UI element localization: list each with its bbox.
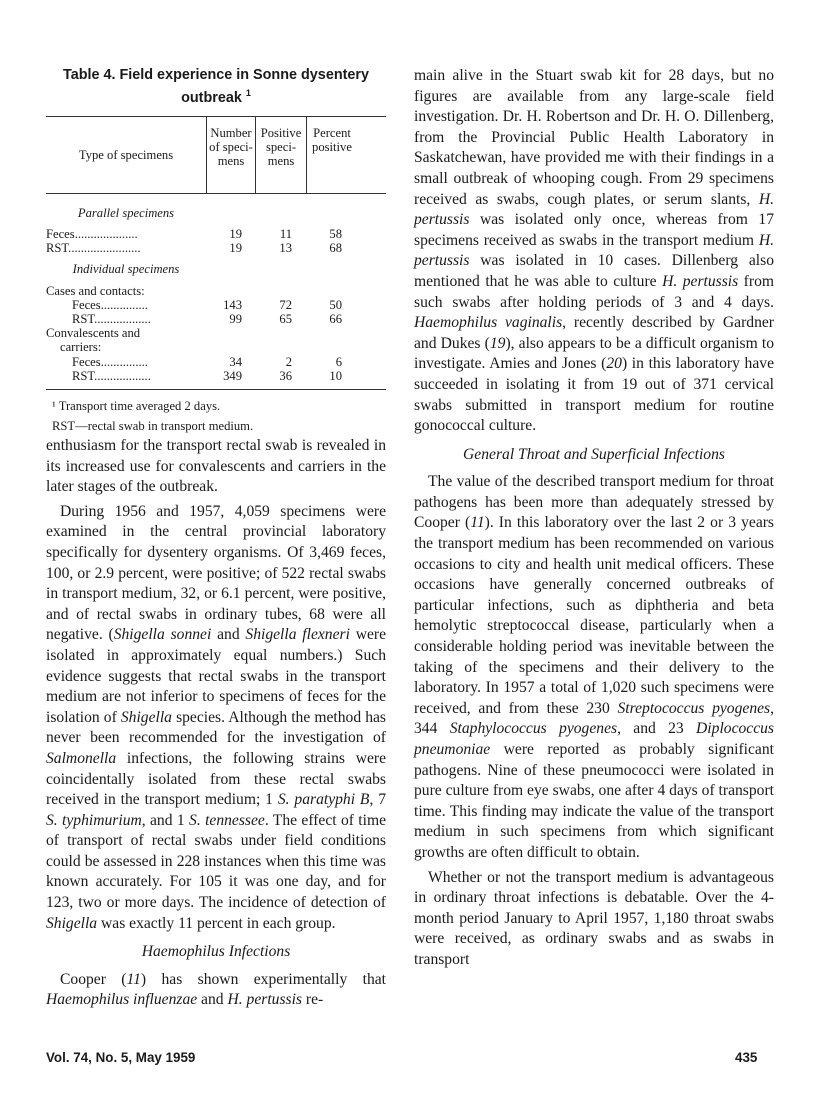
table-header-row — [46, 117, 386, 193]
paragraph: During 1956 and 1957, 4,059 specimens were examined in the central provincial laboratory specifically for dysentery organisms. Of 3,469 feces, 100, or 2.9 percent, were positive; of 522 rectal swabs in transport medium, 32, or 6.1 percent, were positive, and of rectal swabs in ordinary tubes, 68 were all negative. (Shigella sonnei and Shigella flexneri were isolated in approximately equal numbers.) Such evidence suggests that rectal swabs in the transport medium are not inferior to specimens of feces for the isolation of Shigella species. Although the method has never been recommended for the investigation of Salmonella infections, the following strains were coincidentally isolated from these rectal swabs received in the transport medium; 1 S. paratyphi B, 7 S. typhimurium, and 1 S. tennessee. The effect of time of transport of rectal swabs under field conditions could be assessed in 228 instances when this time was known accurately. For 105 it was one day, and for 123, two or more days. The incidence of detection of Shigella was exactly 11 percent in each group. — [46, 502, 387, 932]
cell-percent: 6 — [335, 354, 342, 369]
cell-percent: 10 — [329, 368, 342, 383]
table-row — [46, 312, 386, 326]
cell-positive: 72 — [279, 297, 292, 312]
paragraph: Whether or not the transport medium is advantageous in ordinary throat infections is debatable. Over the 4-month period January to April 1957, 1,180 throat swabs were received, as ordinary swabs and as swabs in transport — [414, 868, 774, 968]
cell-number: 99 — [229, 312, 242, 327]
header-percent-line1: Percent — [313, 125, 351, 140]
cell-positive: 11 — [279, 227, 292, 241]
paragraph: enthusiasm for the transport rectal swab is revealed in its increased use for convalescents and carriers in the later stages of the outbreak. — [46, 437, 386, 496]
table-bottom-rule — [46, 389, 386, 390]
cell-positive: 36 — [279, 368, 292, 383]
row-label: RST.................. — [72, 368, 151, 383]
table-title — [46, 66, 386, 107]
cell-percent: 68 — [329, 241, 342, 256]
cell-number: 143 — [223, 297, 242, 312]
row-label: RST.................. — [72, 312, 151, 327]
header-number — [206, 117, 255, 193]
journal-citation: Vol. 74, No. 5, May 1959 — [46, 1050, 196, 1065]
cell-number: 34 — [229, 354, 242, 369]
header-number-line2: of speci- — [209, 139, 253, 154]
header-positive-line2: speci- — [265, 139, 297, 154]
header-number-line1: Number — [210, 125, 252, 140]
paragraph: main alive in the Stuart swab kit for 28 days, but no figures are available from any large-scale field investigation. Dr. H. Robertson and Dr. H. O. Dillenberg, from the Provincial Public Health Laboratory in Saskatchewan, have provided me with their findings in a small outbreak of whooping cough. From 29 specimens received as swabs, cough plates, or serum slants, H. pertussis was isolated only once, whereas from 17 specimens received as swabs in the transport medium H. pertussis was isolated in 10 cases. Dillenberg also mentioned that he was able to culture H. pertussis from such swabs after holding periods of 3 and 4 days. Haemophilus vaginalis, recently described by Gardner and Dukes (19), also appears to be a difficult organism to investigate. Amies and Jones (20) in this laboratory have succeeded in isolating it from 19 out of 371 cervical swabs submitted in transport medium for routine gonococcal culture. — [414, 67, 774, 435]
header-percent — [306, 117, 357, 193]
left-column — [46, 436, 386, 1011]
table-title-line2: outbreak — [181, 89, 242, 106]
header-positive-line3: mens — [267, 153, 295, 168]
row-label: RST....................... — [46, 241, 141, 256]
table-row — [46, 355, 386, 369]
group-label: Cases and contacts: — [46, 283, 145, 298]
row-label: Feces............... — [72, 297, 148, 312]
row-label: Feces............... — [72, 354, 148, 369]
group-label: carriers: — [60, 340, 102, 355]
table-row — [46, 298, 386, 312]
paragraph: The value of the described transport medium for throat pathogens has been more than adequately stressed by Cooper (11). In this laboratory over the last 2 or 3 years the transport medium has been recommended on various occasions to city and health unit medical officers. These occasions have generally concerned outbreaks of particular infections, such as diphtheria and beta hemolytic streptococcal disease, particularly when a considerable holding period was inevitable between the taking of the specimens and their delivery to the laboratory. In 1957 a total of 1,020 such specimens were received, and from these 230 Streptococcus pyogenes, 344 Staphylococcus pyogenes, and 23 Diplococcus pneumoniae were reported as probably significant pathogens. Nine of these pneumococci were isolated in pure culture from eye swabs, one after 4 days of transport time. This finding may indicate the value of the transport medium in such specimens from which significant growths are often difficult to obtain. — [414, 473, 775, 861]
cell-number: 349 — [223, 368, 242, 383]
table-footnotes — [46, 398, 386, 434]
section-heading: Haemophilus Infections — [141, 943, 291, 961]
table-body — [46, 194, 386, 389]
header-number-line3: mens — [217, 153, 245, 168]
table-4 — [46, 66, 386, 438]
paragraph: Cooper (11) has shown experimentally that Haemophilus influenzae and H. pertussis re- — [46, 970, 387, 1009]
table-footnote-2: RST—rectal swab in transport medium. — [52, 419, 254, 434]
cell-positive: 65 — [279, 312, 292, 327]
table-footnote-1: ¹ Transport time averaged 2 days. — [52, 399, 221, 414]
table-row — [46, 241, 386, 255]
individual-specimens-label: Individual specimens — [72, 262, 180, 277]
header-positive-line1: Positive — [260, 125, 302, 140]
table-row — [46, 227, 386, 241]
parallel-specimens-label: Parallel specimens — [77, 205, 175, 220]
table-title-footnote-mark: 1 — [245, 88, 251, 98]
header-percent-line2: positive — [312, 139, 352, 154]
cell-number: 19 — [229, 241, 242, 256]
header-type: Type of specimens — [78, 147, 174, 162]
row-label: Feces.................... — [46, 227, 138, 241]
page-number: 435 — [735, 1050, 758, 1065]
header-positive — [255, 117, 306, 193]
cell-number: 19 — [229, 227, 242, 241]
section-heading: General Throat and Superficial Infections — [463, 445, 725, 463]
right-column — [414, 66, 774, 971]
cell-positive: 13 — [279, 241, 292, 256]
group-label: Convalescents and — [46, 326, 141, 341]
cell-percent: 50 — [329, 297, 342, 312]
cell-percent: 58 — [329, 227, 342, 241]
table-row — [46, 369, 386, 383]
cell-percent: 66 — [329, 312, 342, 327]
table-title-line1: Table 4. Field experience in Sonne dysentery — [62, 67, 370, 83]
cell-positive: 2 — [285, 354, 292, 369]
